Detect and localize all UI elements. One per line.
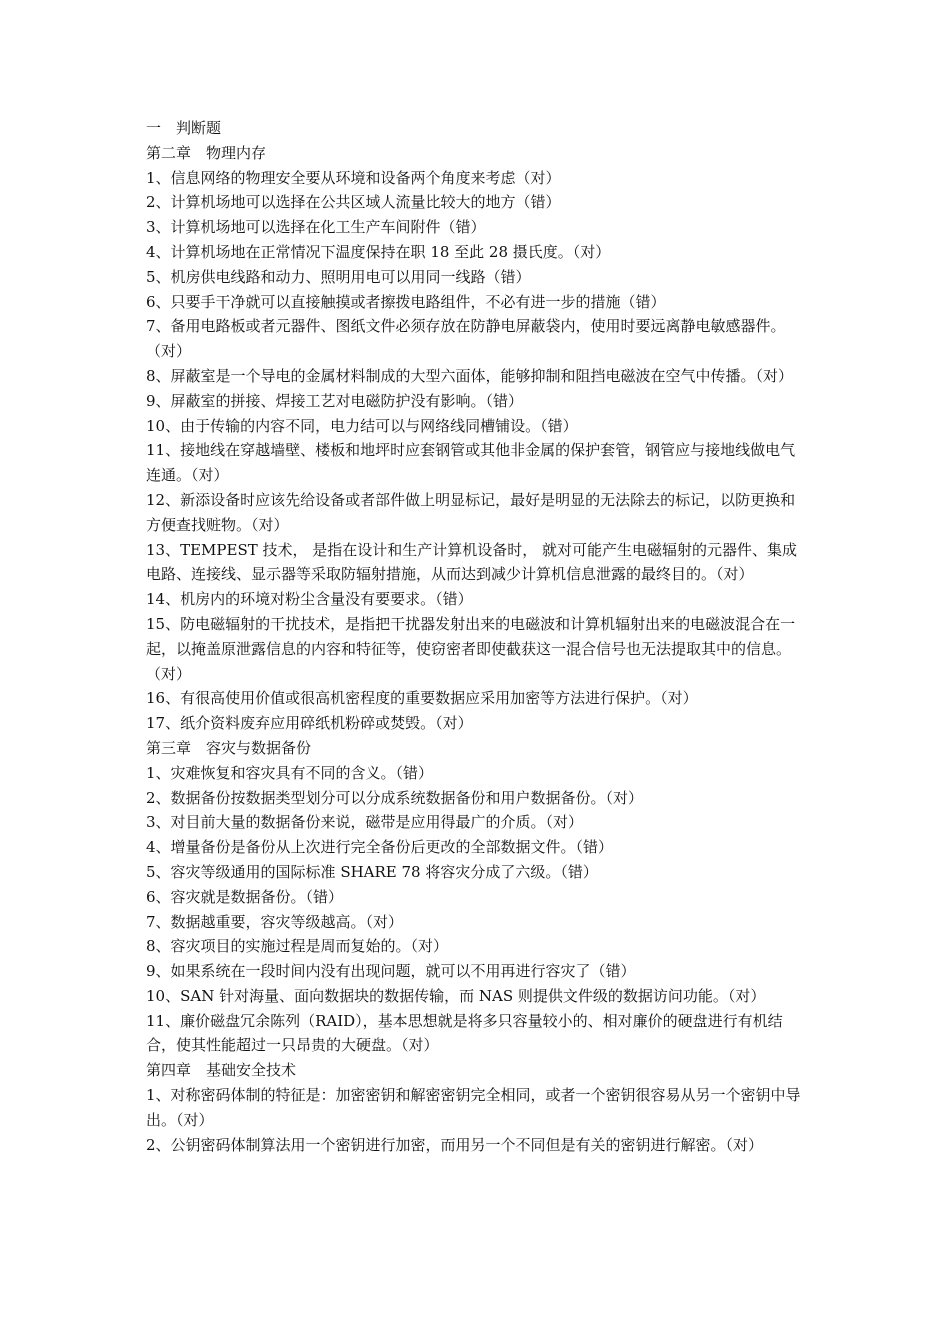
chapter-heading: 第二章 物理内存 (146, 143, 267, 162)
question-item: 8、屏蔽室是一个导电的金属材料制成的大型六面体，能够抑制和阻挡电磁波在空气中传播。（对） (146, 366, 794, 385)
question-item: 7、备用电路板或者元器件、图纸文件必须存放在防静电屏蔽袋内，使用时要远离静电敏感器件。（对） (146, 317, 786, 361)
question-item: 9、如果系统在一段时间内没有出现问题，就可以不用再进行容灾了（错） (146, 962, 636, 981)
question-item: 11、接地线在穿越墙壁、楼板和地坪时应套钢管或其他非金属的保护套管，钢管应与接地线做电气连通。（对） (146, 441, 796, 485)
question-item: 7、数据越重要，容灾等级越高。（对） (146, 912, 404, 931)
question-item: 2、计算机场地可以选择在公共区域人流量比较大的地方（错） (146, 193, 561, 212)
question-item: 6、容灾就是数据备份。（错） (146, 887, 344, 906)
question-item: 16、有很高使用价值或很高机密程度的重要数据应采用加密等方法进行保护。（对） (146, 689, 698, 708)
question-item: 10、由于传输的内容不同，电力结可以与网络线同槽铺设。（错） (146, 416, 578, 435)
question-item: 12、新添设备时应该先给设备或者部件做上明显标记，最好是明显的无法除去的标记，以防更换和方便查找赃物。（对） (146, 490, 796, 534)
question-item: 14、机房内的环境对粉尘含量没有要要求。（错） (146, 590, 473, 609)
chapter-heading: 第四章 基础安全技术 (146, 1061, 297, 1080)
question-item: 6、只要手干净就可以直接触摸或者擦拨电路组件，不必有进一步的措施（错） (146, 292, 666, 311)
question-item: 5、容灾等级通用的国际标准 SHARE 78 将容灾分成了六级。（错） (146, 862, 598, 881)
question-item: 13、TEMPEST 技术， 是指在设计和生产计算机设备时， 就对可能产生电磁辐射的元器件、集成电路、连接线、显示器等采取防辐射措施，从而达到减少计算机信息泄露的最终目的。（对） (146, 540, 798, 584)
chapter-heading: 第三章 容灾与数据备份 (146, 738, 312, 757)
question-item: 5、机房供电线路和动力、照明用电可以用同一线路（错） (146, 267, 531, 286)
question-item: 1、对称密码体制的特征是：加密密钥和解密密钥完全相同，或者一个密钥很容易从另一个密钥中导出。（对） (146, 1086, 801, 1129)
question-item: 17、纸介资料废弃应用碎纸机粉碎或焚毁。（对） (146, 714, 473, 733)
question-item: 10、SAN 针对海量、面向数据块的数据传输，而 NAS 则提供文件级的数据访问功能。（对） (146, 986, 766, 1005)
question-item: 15、防电磁辐射的干扰技术，是指把干扰器发射出来的电磁波和计算机辐射出来的电磁波混合在一起，以掩盖原泄露信息的内容和特征等，使窃密者即使截获这一混合信号也无法提取其中的信息。（对） (146, 614, 796, 683)
question-item: 2、公钥密码体制算法用一个密钥进行加密，而用另一个不同但是有关的密钥进行解密。（对） (146, 1135, 764, 1154)
question-item: 3、计算机场地可以选择在化工生产车间附件（错） (146, 218, 486, 237)
question-item: 8、容灾项目的实施过程是周而复始的。（对） (146, 937, 449, 956)
question-item: 4、增量备份是备份从上次进行完全备份后更改的全部数据文件。（错） (146, 838, 614, 857)
question-item: 2、数据备份按数据类型划分可以分成系统数据备份和用户数据备份。（对） (146, 788, 644, 807)
question-item: 4、计算机场地在正常情况下温度保持在职 18 至此 28 摄氏度。（对） (146, 242, 611, 261)
question-item: 1、灾难恢复和容灾具有不同的含义。（错） (146, 763, 434, 782)
question-item: 3、对目前大量的数据备份来说，磁带是应用得最广的介质。（对） (146, 813, 584, 832)
section-title: 一 判断题 (146, 119, 222, 137)
question-item: 1、信息网络的物理安全要从环境和设备两个角度来考虑（对） (146, 168, 561, 187)
document-page (146, 116, 810, 1157)
question-item: 11、廉价磁盘冗余陈列（RAID），基本思想就是将多只容量较小的、相对廉价的硬盘进行有机结合，使其性能超过一只昂贵的大硬盘。（对） (146, 1011, 783, 1055)
question-item: 9、屏蔽室的拼接、焊接工艺对电磁防护没有影响。（错） (146, 391, 524, 410)
